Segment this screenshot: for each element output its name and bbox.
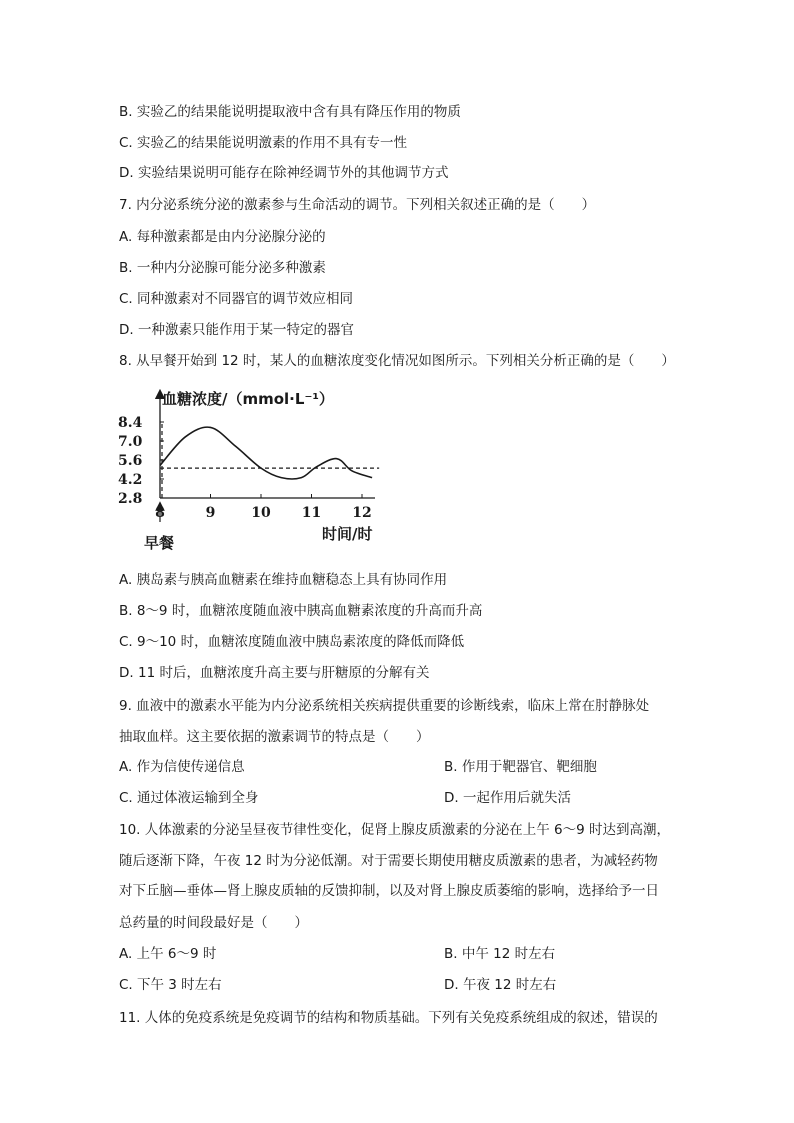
x-tick-label: 10 [251, 505, 271, 521]
q10-option-b: B. 中午 12 时左右 [444, 946, 556, 962]
q10-stem-line4: 总药量的时间段最好是（ ） [119, 915, 308, 931]
q6-option-b: B. 实验乙的结果能说明提取液中含有具有降压作用的物质 [119, 104, 461, 120]
q8-option-c: C. 9～10 时，血糖浓度随血液中胰岛素浓度的降低而降低 [119, 634, 465, 650]
x-tick-label: 9 [205, 505, 216, 521]
blood-glucose-chart [110, 382, 400, 554]
q6-option-d: D. 实验结果说明可能存在除神经调节外的其他调节方式 [119, 165, 449, 181]
q8-option-b: B. 8～9 时，血糖浓度随血液中胰高血糖素浓度的升高而升高 [119, 603, 483, 619]
y-tick-label: 2.8 [118, 491, 143, 507]
q10-stem-line3: 对下丘脑—垂体—肾上腺皮质轴的反馈抑制，以及对肾上腺皮质萎缩的影响，选择给予一日 [119, 883, 659, 899]
q9-option-c: C. 通过体液运输到全身 [119, 790, 259, 806]
glucose-curve [160, 427, 372, 479]
breakfast-label: 早餐 [144, 534, 175, 552]
q8-option-a: A. 胰岛素与胰高血糖素在维持血糖稳态上具有协同作用 [119, 572, 448, 588]
q6-option-c: C. 实验乙的结果能说明激素的作用不具有专一性 [119, 135, 408, 151]
chart-title: 血糖浓度/（mmol·L⁻¹） [162, 390, 334, 408]
q11-stem-line1: 11. 人体的免疫系统是免疫调节的结构和物质基础。下列有关免疫系统组成的叙述，错误的 [119, 1010, 658, 1026]
q9-option-a: A. 作为信使传递信息 [119, 759, 245, 775]
q10-option-c: C. 下午 3 时左右 [119, 977, 222, 993]
q10-stem-line2: 随后逐渐下降，午夜 12 时为分泌低潮。对于需要长期使用糖皮质激素的患者，为减轻药物 [119, 853, 658, 869]
q8-option-d: D. 11 时后，血糖浓度升高主要与肝糖原的分解有关 [119, 665, 430, 681]
q9-stem-line1: 9. 血液中的激素水平能为内分泌系统相关疾病提供重要的诊断线索，临床上常在肘静脉处 [119, 698, 650, 714]
q7-option-b: B. 一种内分泌腺可能分泌多种激素 [119, 260, 326, 276]
y-tick-label: 5.6 [118, 453, 143, 469]
q7-option-a: A. 每种激素都是由内分泌腺分泌的 [119, 229, 326, 245]
q9-stem-line2: 抽取血样。这主要依据的激素调节的特点是（ ） [119, 729, 430, 745]
chart-marks [160, 424, 379, 498]
q10-option-d: D. 午夜 12 时左右 [444, 977, 557, 993]
x-tick-label: 8 [155, 505, 165, 521]
q9-option-b: B. 作用于靶器官、靶细胞 [444, 759, 597, 775]
chart-axes [118, 390, 375, 552]
q9-option-d: D. 一起作用后就失活 [444, 790, 571, 806]
y-tick-label: 7.0 [118, 434, 143, 450]
q7-stem: 7. 内分泌系统分泌的激素参与生命活动的调节。下列相关叙述正确的是（ ） [119, 197, 596, 213]
q10-option-a: A. 上午 6～9 时 [119, 946, 217, 962]
q7-option-c: C. 同种激素对不同器官的调节效应相同 [119, 291, 354, 307]
x-axis-label: 时间/时 [322, 525, 373, 543]
q8-stem: 8. 从早餐开始到 12 时，某人的血糖浓度变化情况如图所示。下列相关分析正确的是（ ） [119, 353, 675, 369]
x-tick-label: 12 [352, 505, 372, 521]
y-tick-label: 4.2 [118, 472, 143, 488]
q7-option-d: D. 一种激素只能作用于某一特定的器官 [119, 322, 354, 338]
y-tick-label: 8.4 [118, 415, 143, 431]
q10-stem-line1: 10. 人体激素的分泌呈昼夜节律性变化，促肾上腺皮质激素的分泌在上午 6～9 时达到高潮， [119, 822, 671, 838]
x-tick-label: 11 [301, 505, 322, 521]
